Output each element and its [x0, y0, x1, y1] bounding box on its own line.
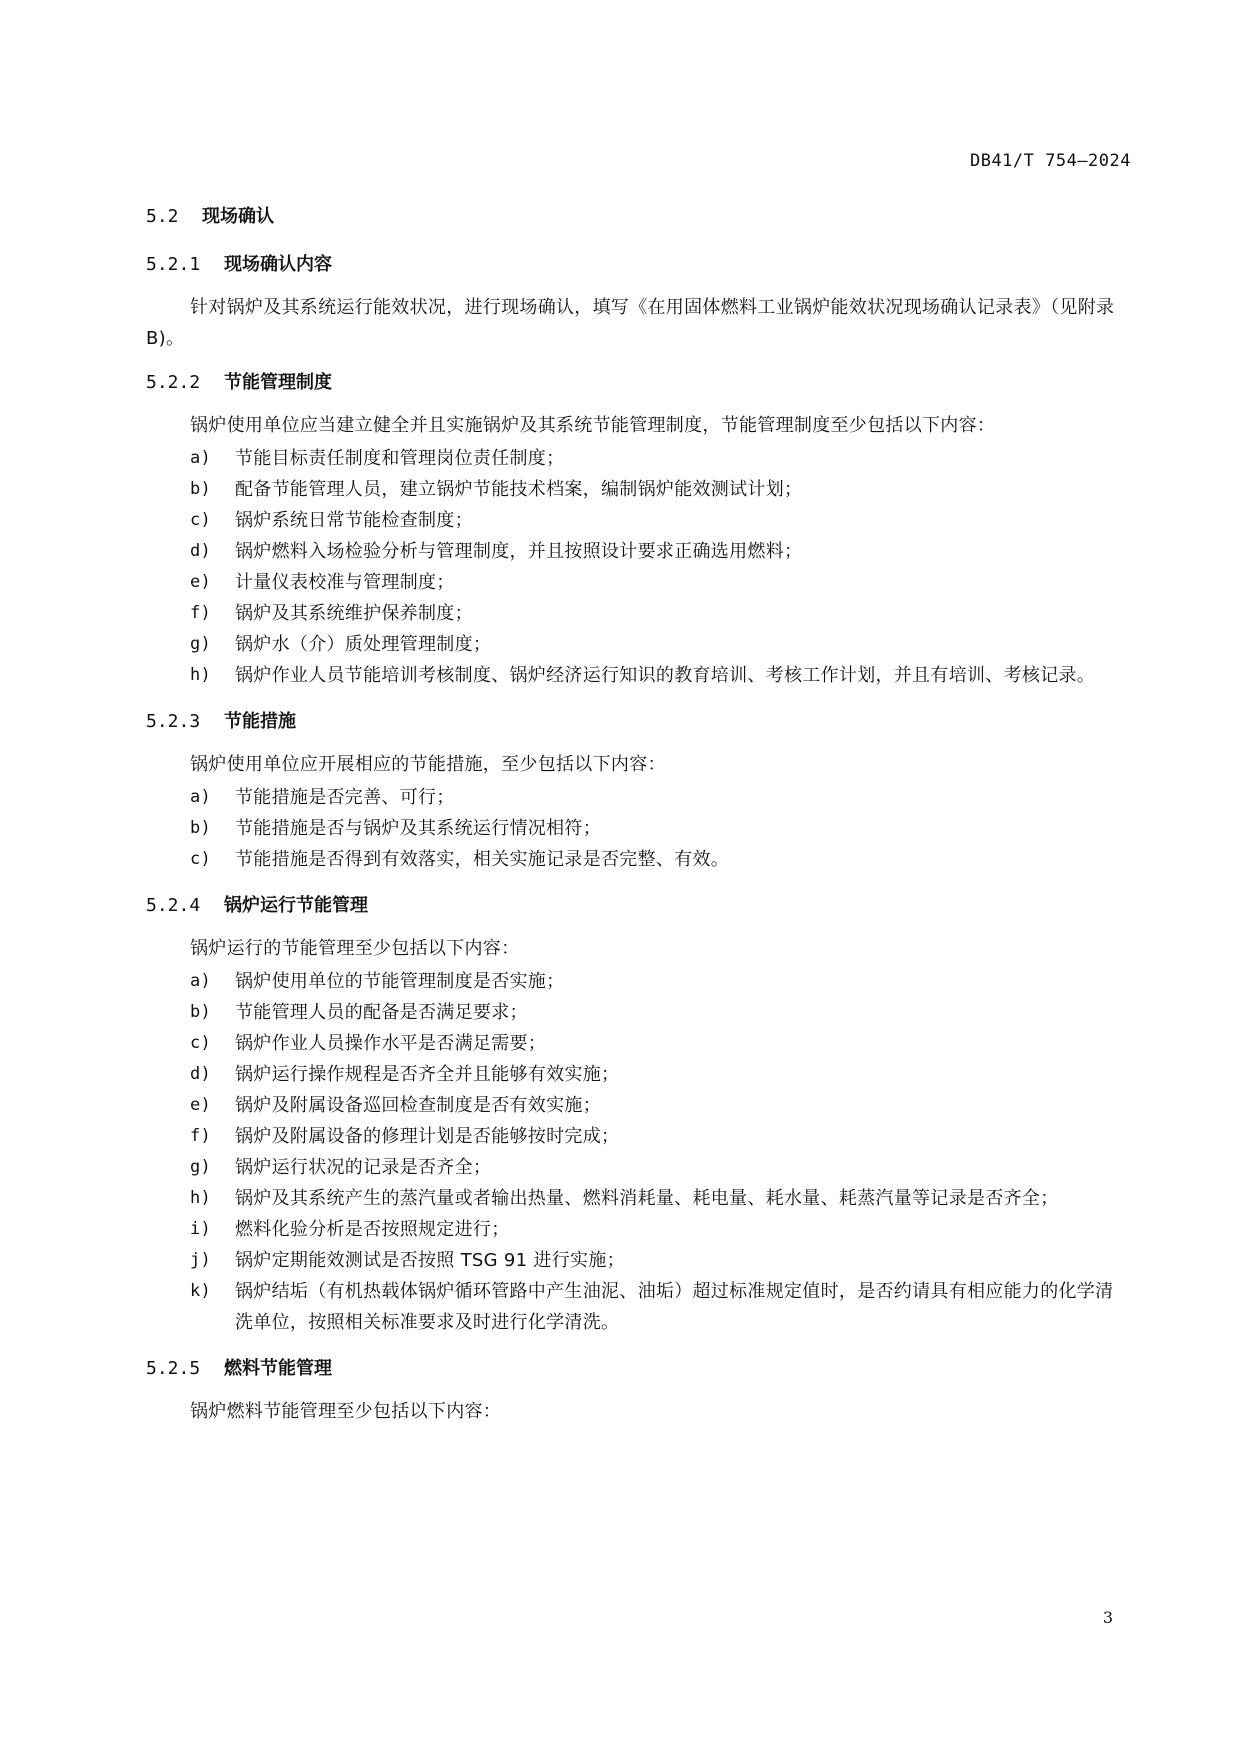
page-number: 3 — [1102, 1608, 1113, 1627]
list-item-marker: f) — [190, 1126, 212, 1146]
section-5-2-4-paragraph: 锅炉运行的节能管理至少包括以下内容： — [190, 938, 520, 959]
list-item — [146, 1028, 1130, 1059]
list-item — [146, 660, 1130, 691]
list-item-marker: h) — [190, 665, 212, 685]
list-item — [146, 997, 1130, 1028]
list-item — [146, 598, 1130, 629]
document-body — [146, 202, 1130, 1429]
list-item-marker: j) — [190, 1250, 212, 1270]
list-item — [146, 1090, 1130, 1121]
list-item — [146, 782, 1130, 813]
section-number: 5.2.2 — [146, 372, 201, 393]
list-item — [146, 1059, 1130, 1090]
section-5-2-3-heading — [146, 707, 1130, 737]
list-item-text: 节能措施是否完善、可行； — [235, 787, 455, 808]
list-item-marker: b) — [190, 1002, 212, 1022]
list-item — [146, 844, 1130, 875]
section-title: 现场确认 — [202, 206, 274, 227]
list-item — [146, 1214, 1130, 1245]
list-item-marker: f) — [190, 603, 212, 623]
list-item — [146, 1183, 1130, 1214]
list-item-text: 锅炉及其系统产生的蒸汽量或者输出热量、燃料消耗量、耗电量、耗水量、耗蒸汽量等记录是否齐全； — [235, 1188, 1059, 1209]
section-5-2-4-heading — [146, 891, 1130, 921]
list-item-text: 配备节能管理人员，建立锅炉节能技术档案，编制锅炉能效测试计划； — [235, 479, 803, 500]
list-item-text: 锅炉运行操作规程是否齐全并且能够有效实施； — [235, 1064, 620, 1085]
section-title: 锅炉运行节能管理 — [224, 895, 368, 916]
list-item — [146, 474, 1130, 505]
section-title: 燃料节能管理 — [224, 1358, 332, 1379]
section-5-2-3-paragraph: 锅炉使用单位应开展相应的节能措施，至少包括以下内容： — [190, 754, 666, 775]
section-5-2-5-heading — [146, 1354, 1130, 1384]
list-item-marker: a) — [190, 971, 212, 991]
list-item — [146, 1121, 1130, 1152]
list-item-marker: k) — [190, 1281, 212, 1301]
list-item-text: 节能措施是否得到有效落实，相关实施记录是否完整、有效。 — [235, 849, 730, 870]
list-item-text: 锅炉水（介）质处理管理制度； — [235, 634, 492, 655]
section-number: 5.2.4 — [146, 895, 201, 916]
list-item-marker: g) — [190, 634, 212, 654]
list-item-marker: g) — [190, 1157, 212, 1177]
list-item — [146, 505, 1130, 536]
section-5-2-5-paragraph: 锅炉燃料节能管理至少包括以下内容： — [190, 1401, 502, 1422]
list-item-marker: b) — [190, 818, 212, 838]
list-item-marker: d) — [190, 541, 212, 561]
list-item-text: 锅炉系统日常节能检查制度； — [235, 510, 473, 531]
section-number: 5.2.1 — [146, 254, 201, 275]
list-item-text: 锅炉作业人员操作水平是否满足需要； — [235, 1033, 547, 1054]
section-5-2-2-list — [146, 443, 1130, 691]
section-title: 现场确认内容 — [224, 254, 332, 275]
section-number: 5.2.3 — [146, 711, 201, 732]
list-item-marker: a) — [190, 448, 212, 468]
section-number: 5.2.5 — [146, 1358, 201, 1379]
list-item — [146, 536, 1130, 567]
list-item-text: 锅炉及附属设备巡回检查制度是否有效实施； — [235, 1095, 601, 1116]
list-item — [146, 1245, 1130, 1276]
section-title: 节能管理制度 — [224, 372, 332, 393]
list-item-text: 锅炉及附属设备的修理计划是否能够按时完成； — [235, 1126, 620, 1147]
section-5-2-2-heading — [146, 368, 1130, 398]
list-item-text: 锅炉使用单位的节能管理制度是否实施； — [235, 971, 565, 992]
list-item — [146, 966, 1130, 997]
list-item — [146, 1276, 1130, 1338]
list-item — [146, 813, 1130, 844]
list-item-text: 节能管理人员的配备是否满足要求； — [235, 1002, 528, 1023]
list-item-text: 锅炉结垢（有机热载体锅炉循环管路中产生油泥、油垢）超过标准规定值时，是否约请具有相应能力的化学清洗单位，按照相关标准要求及时进行化学清洗。 — [235, 1281, 1114, 1333]
list-item — [146, 1152, 1130, 1183]
list-item-marker: e) — [190, 1095, 212, 1115]
section-5-2-4-list — [146, 966, 1130, 1338]
list-item-marker: i) — [190, 1219, 212, 1239]
list-item-marker: c) — [190, 1033, 212, 1053]
section-title: 节能措施 — [224, 711, 296, 732]
section-5-2-3-list — [146, 782, 1130, 875]
list-item — [146, 443, 1130, 474]
list-item-text: 锅炉及其系统维护保养制度； — [235, 603, 473, 624]
list-item-marker: d) — [190, 1064, 212, 1084]
list-item — [146, 629, 1130, 660]
list-item — [146, 567, 1130, 598]
list-item-marker: h) — [190, 1188, 212, 1208]
list-item-text: 锅炉定期能效测试是否按照 TSG 91 进行实施； — [235, 1250, 625, 1271]
list-item-marker: c) — [190, 849, 212, 869]
section-5-2-1-paragraph: 针对锅炉及其系统运行能效状况，进行现场确认，填写《在用固体燃料工业锅炉能效状况现场确认记录表》（见附录B)。 — [146, 297, 1115, 349]
section-5-2-2-paragraph: 锅炉使用单位应当建立健全并且实施锅炉及其系统节能管理制度，节能管理制度至少包括以下内容： — [190, 415, 996, 436]
list-item-text: 锅炉运行状况的记录是否齐全； — [235, 1157, 492, 1178]
section-number: 5.2 — [146, 206, 179, 227]
list-item-marker: a) — [190, 787, 212, 807]
list-item-marker: c) — [190, 510, 212, 530]
list-item-text: 燃料化验分析是否按照规定进行； — [235, 1219, 510, 1240]
list-item-text: 锅炉燃料入场检验分析与管理制度，并且按照设计要求正确选用燃料； — [235, 541, 803, 562]
list-item-marker: e) — [190, 572, 212, 592]
list-item-text: 节能目标责任制度和管理岗位责任制度； — [235, 448, 565, 469]
list-item-text: 节能措施是否与锅炉及其系统运行情况相符； — [235, 818, 601, 839]
document-code: DB41/T 754—2024 — [969, 151, 1131, 171]
list-item-text: 锅炉作业人员节能培训考核制度、锅炉经济运行知识的教育培训、考核工作计划，并且有培训、考核记录。 — [235, 665, 1096, 686]
section-5-2-1-heading — [146, 250, 1130, 280]
list-item-text: 计量仪表校准与管理制度； — [235, 572, 455, 593]
list-item-marker: b) — [190, 479, 212, 499]
section-5-2-heading — [146, 202, 1130, 232]
